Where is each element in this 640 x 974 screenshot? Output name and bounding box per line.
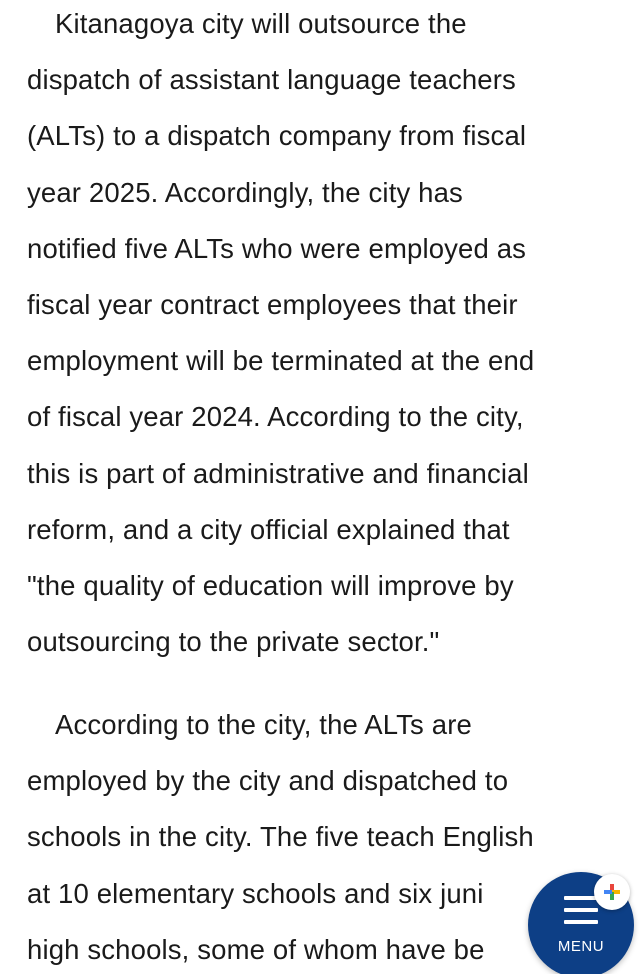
- article-paragraph-2: According to the city, the ALTs are employed by the city and dispatched to schools in the city. The five teach English at 10 elementary schools and six juni high schools, some of whom have be: [27, 709, 534, 965]
- article-paragraph-1: Kitanagoya city will outsource the dispatch of assistant language teachers (ALTs) to a dispatch company from fiscal year 2025. Accordingly, the city has notified five ALTs who were employed as fiscal year contract employees that their employment will be terminated at the end of fiscal year 2024. According to the city, this is part of administrative and financial reform, and a city official explained that "the quality of education will improve by outsourcing to the private sector.": [27, 8, 535, 658]
- menu-label: MENU: [557, 938, 605, 955]
- hamburger-icon: [564, 896, 598, 926]
- plus-icon: [602, 882, 622, 902]
- plus-badge[interactable]: [594, 874, 630, 910]
